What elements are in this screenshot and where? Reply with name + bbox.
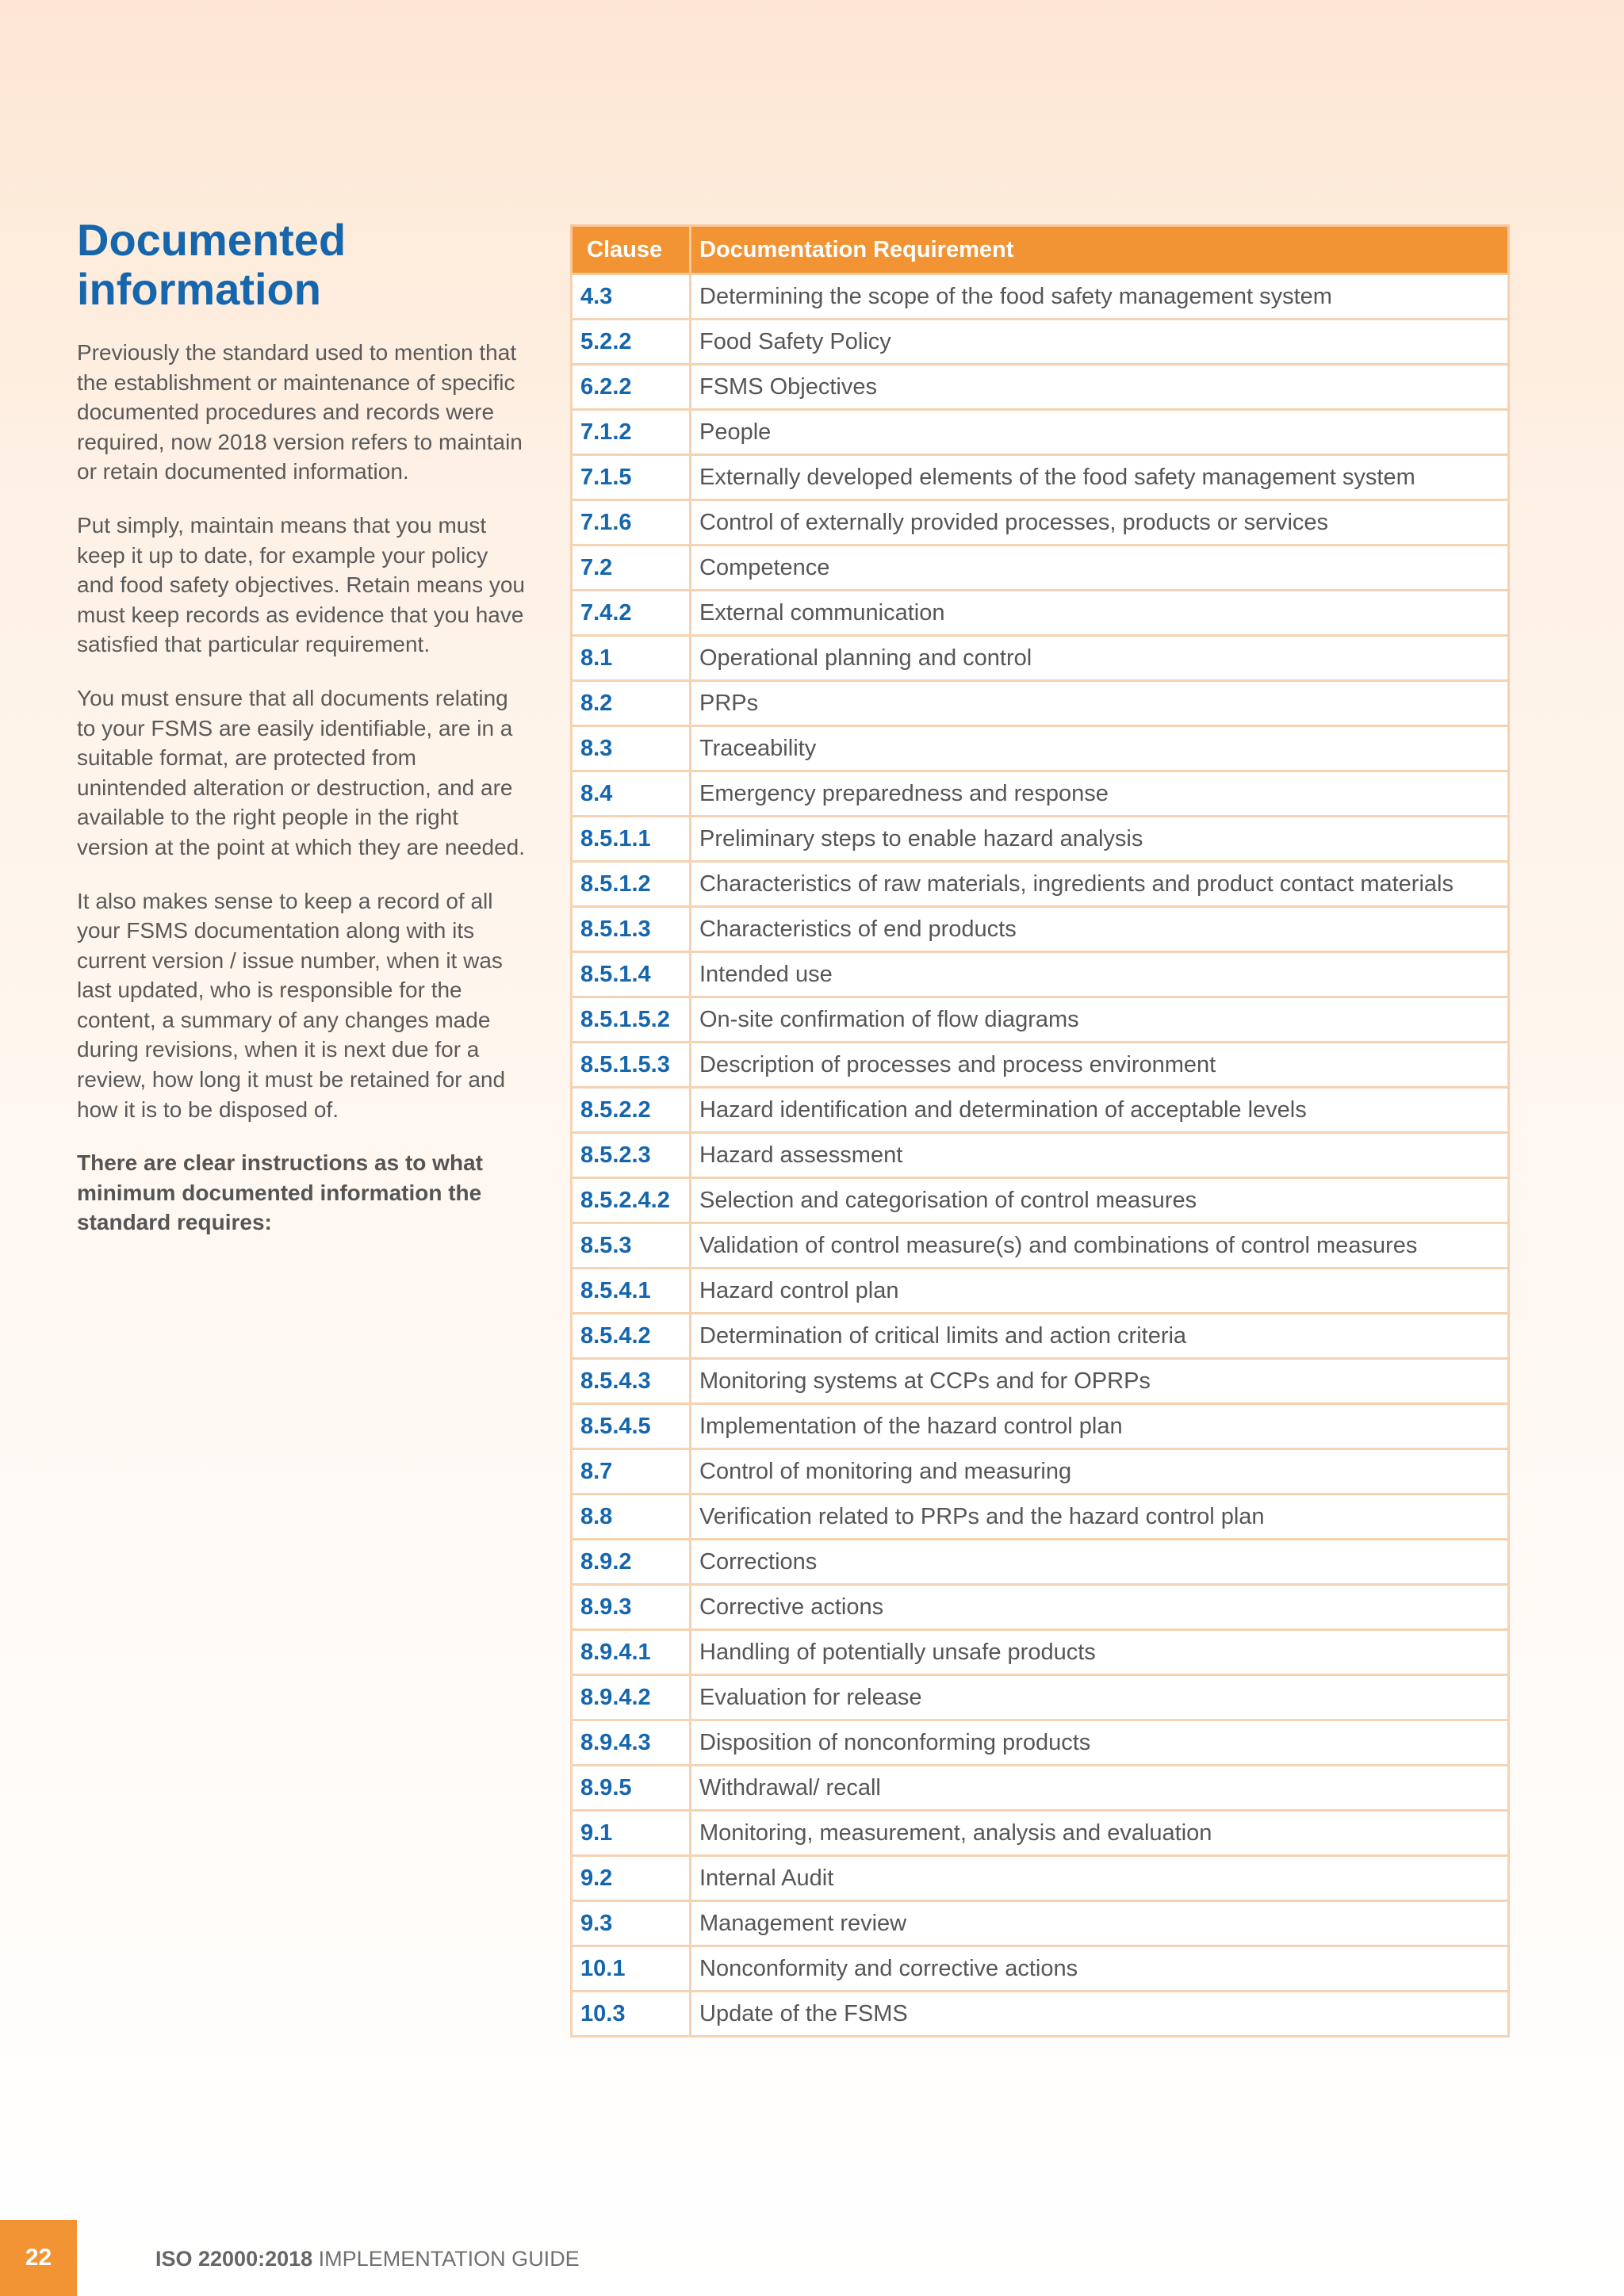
table-row [572, 1946, 1509, 1992]
clause-cell: 8.2 [572, 681, 691, 726]
requirement-cell: Monitoring systems at CCPs and for OPRPs [691, 1359, 1509, 1404]
requirement-cell: Verification related to PRPs and the hazard control plan [691, 1494, 1509, 1540]
clause-cell: 8.9.4.1 [572, 1630, 691, 1675]
clause-cell: 9.3 [572, 1901, 691, 1946]
table-row [572, 365, 1509, 410]
clause-cell: 7.4.2 [572, 591, 691, 636]
table-row [572, 907, 1509, 952]
clause-cell: 8.9.4.2 [572, 1675, 691, 1720]
requirement-cell: Selection and categorisation of control measures [691, 1178, 1509, 1223]
table-body [572, 274, 1509, 2037]
clause-cell: 8.5.2.3 [572, 1133, 691, 1178]
intro-paragraph-4: It also makes sense to keep a record of all your FSMS documentation along with its current version / issue number, when it was last updated, who is responsible for the content, a summary of any changes made during revisions, when it is next due for a review, how long it must be retained for and how it is to be disposed of. [77, 888, 506, 1122]
requirement-cell: Determination of critical limits and action criteria [691, 1314, 1509, 1359]
table-row [572, 1675, 1509, 1720]
intro-paragraph-3: You must ensure that all documents relating to your FSMS are easily identifiable, are in a suitable format, are protected from unintended alteration or destruction, and are available to the right people in the right version at the point at which they are needed. [77, 685, 526, 859]
clause-cell: 5.2.2 [572, 320, 691, 365]
requirement-cell: Internal Audit [691, 1856, 1509, 1901]
table-row [572, 1359, 1509, 1404]
page-number: 22 [0, 2220, 77, 2296]
table-row [572, 1269, 1509, 1314]
clause-cell: 10.3 [572, 1992, 691, 2037]
requirement-cell: Evaluation for release [691, 1675, 1509, 1720]
intro-bold-statement: There are clear instructions as to what minimum documented information the standard requires: [77, 1150, 483, 1235]
requirement-cell: Description of processes and process environment [691, 1043, 1509, 1088]
clause-cell: 8.3 [572, 726, 691, 771]
clause-cell: 8.5.1.2 [572, 862, 691, 907]
clause-cell: 8.7 [572, 1449, 691, 1494]
requirement-column-header: Documentation Requirement [691, 226, 1509, 274]
clause-cell: 8.5.4.1 [572, 1269, 691, 1314]
requirement-cell: Emergency preparedness and response [691, 771, 1509, 817]
table-row [572, 1630, 1509, 1675]
requirement-cell: Determining the scope of the food safety management system [691, 274, 1509, 320]
requirement-cell: Management review [691, 1901, 1509, 1946]
clause-cell: 8.5.1.3 [572, 907, 691, 952]
requirement-cell: Hazard assessment [691, 1133, 1509, 1178]
clause-cell: 4.3 [572, 274, 691, 320]
requirement-cell: On-site confirmation of flow diagrams [691, 997, 1509, 1043]
table-header-row [572, 226, 1509, 274]
table-row [572, 726, 1509, 771]
table-row [572, 545, 1509, 591]
table-row [572, 1223, 1509, 1269]
clause-cell: 7.1.5 [572, 455, 691, 500]
clause-cell: 9.1 [572, 1811, 691, 1856]
table-row [572, 862, 1509, 907]
clause-cell: 8.5.1.5.3 [572, 1043, 691, 1088]
table-row [572, 1449, 1509, 1494]
table-row [572, 1856, 1509, 1901]
table-row [572, 320, 1509, 365]
table-row [572, 1178, 1509, 1223]
table-row [572, 1133, 1509, 1178]
table-row [572, 1720, 1509, 1766]
requirement-cell: Control of monitoring and measuring [691, 1449, 1509, 1494]
clause-cell: 8.9.3 [572, 1585, 691, 1630]
clause-cell: 8.5.1.4 [572, 952, 691, 997]
table-row [572, 636, 1509, 681]
requirement-cell: Food Safety Policy [691, 320, 1509, 365]
requirement-cell: Handling of potentially unsafe products [691, 1630, 1509, 1675]
clause-cell: 8.5.1.5.2 [572, 997, 691, 1043]
clause-cell: 8.5.4.2 [572, 1314, 691, 1359]
intro-paragraph-2: Put simply, maintain means that you must keep it up to date, for example your policy and food safety objectives. Retain means you must keep records as evidence that you have satisfied that particular requirement. [77, 512, 526, 657]
intro-paragraph-1: Previously the standard used to mention that the establishment or maintenance of specific documented procedures and records were required, now 2018 version refers to maintain or retain documented information. [77, 340, 523, 484]
table-row [572, 681, 1509, 726]
table-row [572, 1314, 1509, 1359]
requirement-cell: Characteristics of end products [691, 907, 1509, 952]
table-row [572, 1811, 1509, 1856]
table-row [572, 1043, 1509, 1088]
requirement-cell: Competence [691, 545, 1509, 591]
table-row [572, 1088, 1509, 1133]
clause-cell: 6.2.2 [572, 365, 691, 410]
requirement-cell: Preliminary steps to enable hazard analysis [691, 817, 1509, 862]
clause-cell: 8.1 [572, 636, 691, 681]
table-row [572, 771, 1509, 817]
table-row [572, 500, 1509, 545]
requirement-cell: Corrections [691, 1540, 1509, 1585]
requirement-cell: Corrective actions [691, 1585, 1509, 1630]
footer-title-bold: ISO 22000:2018 [155, 2247, 313, 2271]
requirement-cell: FSMS Objectives [691, 365, 1509, 410]
requirement-cell: Hazard identification and determination of acceptable levels [691, 1088, 1509, 1133]
requirement-cell: Characteristics of raw materials, ingredients and product contact materials [691, 862, 1509, 907]
table-row [572, 591, 1509, 636]
table-row [572, 997, 1509, 1043]
table-row [572, 952, 1509, 997]
table-row [572, 817, 1509, 862]
table-row [572, 1494, 1509, 1540]
requirement-cell: Operational planning and control [691, 636, 1509, 681]
requirement-cell: Monitoring, measurement, analysis and evaluation [691, 1811, 1509, 1856]
requirement-cell: Traceability [691, 726, 1509, 771]
clause-cell: 8.9.5 [572, 1766, 691, 1811]
requirement-cell: Intended use [691, 952, 1509, 997]
clause-cell: 8.9.4.3 [572, 1720, 691, 1766]
requirement-cell: Hazard control plan [691, 1269, 1509, 1314]
clause-cell: 8.9.2 [572, 1540, 691, 1585]
requirement-cell: Disposition of nonconforming products [691, 1720, 1509, 1766]
clause-cell: 8.5.4.5 [572, 1404, 691, 1449]
clause-cell: 8.5.1.1 [572, 817, 691, 862]
table-row [572, 1901, 1509, 1946]
requirement-cell: Withdrawal/ recall [691, 1766, 1509, 1811]
clause-cell: 7.1.2 [572, 410, 691, 455]
clause-cell: 8.5.2.4.2 [572, 1178, 691, 1223]
footer-document-title [155, 2243, 580, 2275]
clause-cell: 8.5.3 [572, 1223, 691, 1269]
intro-column [77, 216, 529, 1261]
clause-cell: 9.2 [572, 1856, 691, 1901]
page-title: Documented information [77, 215, 347, 314]
footer-title-rest: IMPLEMENTATION GUIDE [318, 2247, 580, 2271]
requirement-cell: Update of the FSMS [691, 1992, 1509, 2037]
requirement-cell: PRPs [691, 681, 1509, 726]
requirement-cell: Externally developed elements of the food safety management system [691, 455, 1509, 500]
clause-cell: 8.5.2.2 [572, 1088, 691, 1133]
requirement-cell: Implementation of the hazard control plan [691, 1404, 1509, 1449]
documentation-requirements-table [570, 224, 1510, 2038]
clause-column-header: Clause [572, 226, 691, 274]
table-row [572, 410, 1509, 455]
clause-cell: 8.5.4.3 [572, 1359, 691, 1404]
table-row [572, 1766, 1509, 1811]
table-row [572, 1540, 1509, 1585]
requirement-cell: Validation of control measure(s) and combinations of control measures [691, 1223, 1509, 1269]
clause-cell: 8.8 [572, 1494, 691, 1540]
requirement-cell: External communication [691, 591, 1509, 636]
clause-cell: 8.4 [572, 771, 691, 817]
table-row [572, 1992, 1509, 2037]
table-header [572, 226, 1509, 274]
table-row [572, 1404, 1509, 1449]
requirement-cell: Control of externally provided processes, products or services [691, 500, 1509, 545]
table-row [572, 274, 1509, 320]
table-row [572, 455, 1509, 500]
requirement-cell: People [691, 410, 1509, 455]
table-row [572, 1585, 1509, 1630]
clause-cell: 7.2 [572, 545, 691, 591]
requirement-cell: Nonconformity and corrective actions [691, 1946, 1509, 1992]
clause-cell: 10.1 [572, 1946, 691, 1992]
clause-cell: 7.1.6 [572, 500, 691, 545]
